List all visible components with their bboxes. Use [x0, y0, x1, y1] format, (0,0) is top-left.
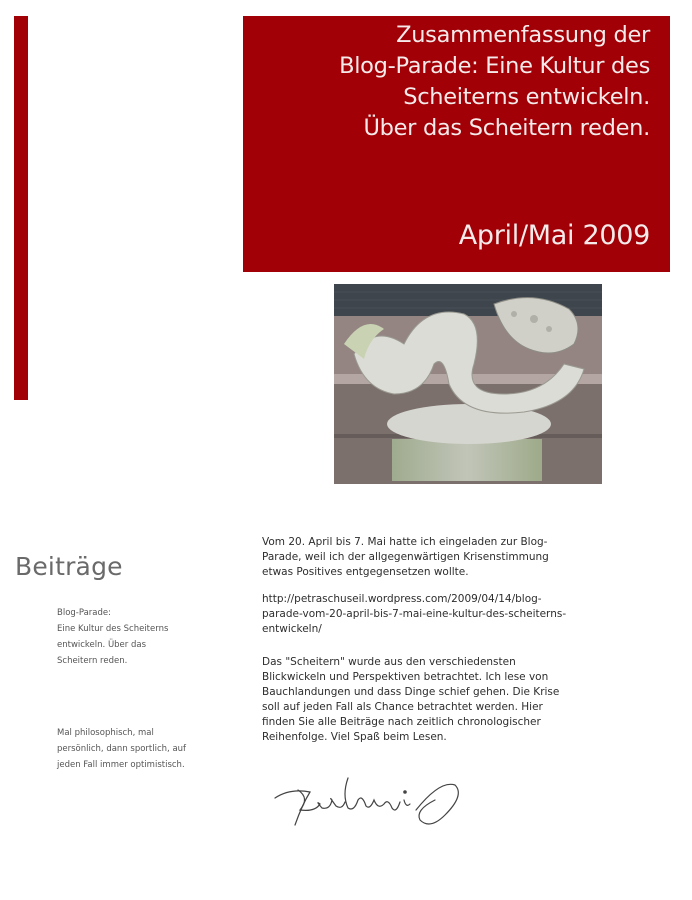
- title-line-4: Über das Scheitern reden.: [363, 115, 650, 141]
- paragraph-line: Parade, weil ich der allgegenwärtigen Krisenstimmung: [262, 551, 549, 563]
- note-line: persönlich, dann sportlich, auf: [57, 744, 187, 754]
- paragraph-line: Das "Scheitern" wurde aus den verschiedensten: [262, 656, 516, 668]
- signature-icon: [270, 770, 480, 840]
- title-banner: [243, 16, 670, 272]
- note-line: Scheitern reden.: [57, 656, 128, 666]
- sidebar-note-tagline: [57, 725, 222, 773]
- note-line: Blog-Parade:: [57, 608, 112, 618]
- intro-paragraph: [262, 535, 682, 580]
- date-label: April/Mai 2009: [458, 220, 650, 251]
- paragraph-line: Bauchlandungen und dass Dinge schief gehen. Die Krise: [262, 686, 560, 698]
- paragraph-line: Blickwickeln und Perspektiven betrachtet. Ich lese von: [262, 671, 549, 683]
- title-line-3: Scheiterns entwickeln.: [403, 84, 650, 110]
- decorative-red-side-bar: [14, 16, 28, 400]
- link-line[interactable]: http://petraschuseil.wordpress.com/2009/04/14/blog-: [262, 593, 542, 605]
- paragraph-line: Reihenfolge. Viel Spaß beim Lesen.: [262, 731, 447, 743]
- paragraph-line: etwas Positives entgegensetzen wollte.: [262, 566, 469, 578]
- section-heading-beitraege: Beiträge: [15, 552, 123, 581]
- summary-paragraph: [262, 655, 682, 745]
- title-line-1: Zusammenfassung der: [396, 22, 650, 48]
- note-line: Eine Kultur des Scheiterns: [57, 624, 169, 634]
- blog-parade-link[interactable]: [262, 592, 682, 637]
- paragraph-line: soll auf jeden Fall als Chance betrachtet werden. Hier: [262, 701, 543, 713]
- dragon-image-icon: [334, 284, 602, 484]
- note-line: entwickeln. Über das: [57, 640, 147, 650]
- handwritten-signature: [270, 770, 480, 840]
- link-line[interactable]: entwickeln/: [262, 623, 322, 635]
- note-line: Mal philosophisch, mal: [57, 728, 154, 738]
- paragraph-line: finden Sie alle Beiträge nach zeitlich chronologischer: [262, 716, 541, 728]
- paragraph-line: Vom 20. April bis 7. Mai hatte ich eingeladen zur Blog-: [262, 536, 548, 548]
- title-line-2: Blog-Parade: Eine Kultur des: [339, 53, 650, 79]
- link-line[interactable]: parade-vom-20-april-bis-7-mai-eine-kultur-des-scheiterns-: [262, 608, 567, 620]
- note-line: jeden Fall immer optimistisch.: [57, 760, 185, 770]
- dragon-statue-photo: [334, 284, 602, 484]
- sidebar-note-blog-parade: [57, 605, 222, 669]
